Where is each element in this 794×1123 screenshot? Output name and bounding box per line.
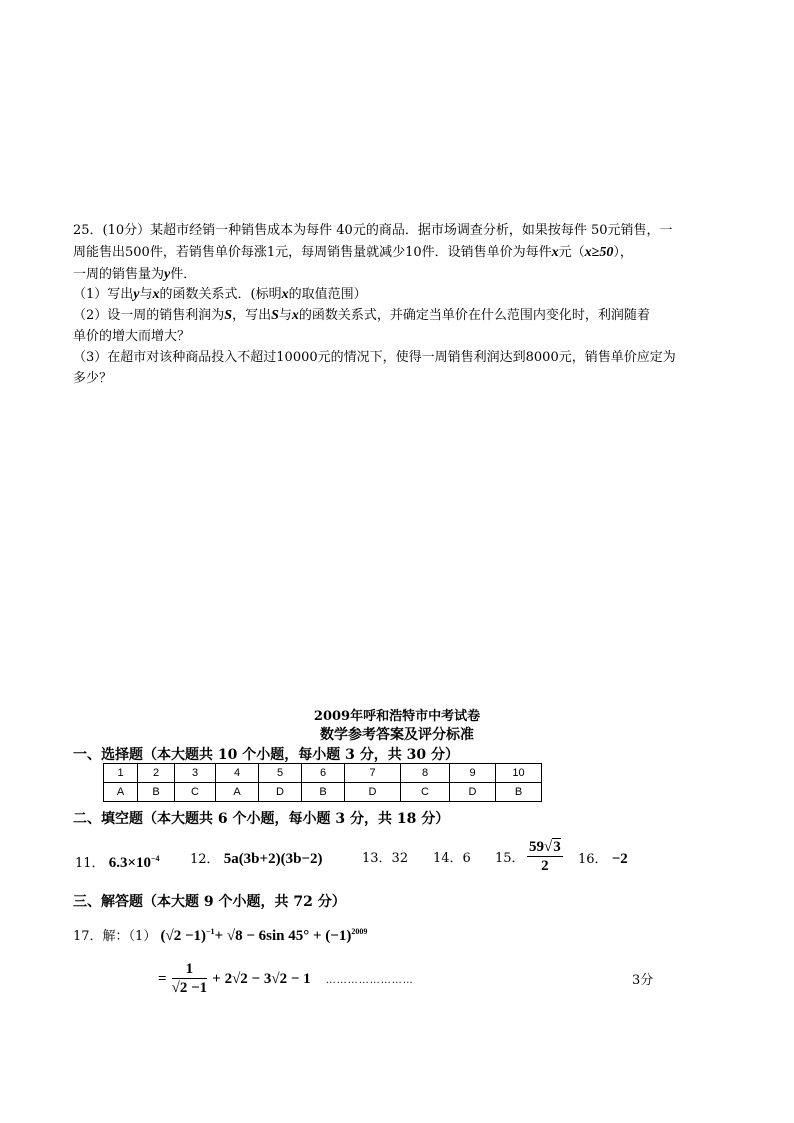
answer-11 (109, 855, 160, 871)
q25-part1 (73, 285, 367, 305)
table-cell: 6 (302, 764, 345, 783)
table-cell: B (496, 783, 542, 802)
radicand: 3 (553, 839, 561, 855)
q25-line2-text-c: ）， (613, 245, 633, 260)
part2-text-d: 的函数关系式，并确定当单价在什么范围内变化时，利润随着 (298, 308, 650, 323)
part2-text-b: ，写出 (232, 308, 272, 323)
table-cell: 9 (450, 764, 496, 783)
q17-exponent-1: −1 (206, 927, 215, 936)
answers-title: 2009年呼和浩特市中考试卷 (313, 709, 481, 724)
part1-text-b: 与 (139, 287, 153, 302)
fraction-numerator: 1 (172, 960, 208, 979)
answer-12: 5a(3b+2)(3b−2) (223, 851, 323, 867)
answer-16-wrap (578, 849, 628, 870)
choice-answer-table (103, 763, 542, 802)
q25-line3-text: 一周的销售量为 (73, 267, 165, 282)
answer-15-label: 15． (495, 851, 525, 866)
table-cell: C (401, 783, 450, 802)
answer-12-label: 12． (190, 852, 220, 867)
q17-line1 (73, 922, 367, 947)
var-s: S (271, 308, 279, 323)
q25-part2 (73, 306, 650, 326)
q25-line2 (73, 243, 633, 263)
var-y: y (164, 267, 171, 282)
answer-13: 13．32 (362, 851, 409, 866)
var-x: x (551, 245, 559, 260)
table-value-row (104, 783, 542, 802)
part2-text-c: 与 (278, 308, 292, 323)
answer-15 (527, 838, 563, 875)
answer-11-exponent: −4 (151, 854, 160, 863)
q25-line3-text-b: 件． (170, 267, 197, 282)
answer-14: 14．6 (433, 851, 471, 866)
table-cell: 10 (496, 764, 542, 783)
answer-16-label: 16． (578, 852, 608, 867)
q17-step1 (158, 960, 414, 997)
q17-fraction (172, 960, 208, 997)
section-solve: 三、解答题（本大题 9 个小题，共 72 分） (73, 894, 346, 910)
fraction-denominator: √2 −1 (171, 980, 208, 996)
table-cell: B (302, 783, 345, 802)
fraction-denominator: 2 (541, 858, 549, 874)
condition: x≥50 (584, 245, 614, 260)
var-y: y (133, 287, 140, 302)
table-cell: 4 (216, 764, 259, 783)
q25-line3 (73, 265, 196, 285)
table-cell: 5 (259, 764, 302, 783)
section-choice: 一、选择题（本大题共 10 个小题，每小题 3 分，共 30 分） (73, 747, 459, 763)
answers-subtitle: 数学参考答案及评分标准 (320, 727, 474, 743)
leader-dots: …………………… (325, 975, 414, 986)
q25-line2-text: 周能售出500件，若销售单价每涨1元，每周销售量就减少10件．设销售单价为每件 (73, 245, 552, 260)
fraction-numerator: 59√3 (529, 839, 561, 855)
table-cell: 2 (138, 764, 175, 783)
part1-text-d: 的取值范围） (288, 287, 367, 302)
q25-part3: （3）在超市对该种商品投入不超过10000元的情况下，使得一周销售利润达到8000元，销售单价应定为 (73, 350, 676, 365)
q17-expr-part-a: (√2 −1) (160, 928, 206, 944)
q17-expression (160, 928, 367, 944)
q25-line1: 25．(10分）某超市经销一种销售成本为每件 40元的商品．据市场调查分析，如果按每件 50元销售，一 (73, 223, 673, 238)
numerator-coefficient: 59 (529, 839, 544, 855)
var-x: x (291, 308, 299, 323)
table-cell: C (175, 783, 216, 802)
table-cell: A (104, 783, 138, 802)
table-cell: D (345, 783, 401, 802)
q17-rest: + 2√2 − 3√2 − 1 (212, 971, 311, 987)
var-x: x (281, 287, 289, 302)
table-cell: B (138, 783, 175, 802)
q25-part3-cont: 多少？ (73, 371, 113, 386)
answer-16: −2 (611, 851, 628, 867)
q17-label: 17．解：（1） (73, 929, 157, 944)
q17-expr-part-b: + √8 − 6sin 45° + (−1) (214, 928, 352, 944)
table-cell: D (450, 783, 496, 802)
section-fill: 二、填空题（本大题共 6 个小题，每小题 3 分，共 18 分） (73, 811, 450, 827)
table-cell: D (259, 783, 302, 802)
fill-answers (75, 849, 160, 874)
table-cell: 3 (175, 764, 216, 783)
q25-part2-cont: 单价的增大而增大？ (73, 329, 191, 344)
table-cell: A (216, 783, 259, 802)
equals-sign: = (158, 971, 167, 987)
part1-text-a: （1）写出 (73, 287, 134, 302)
q25-line2-text-b: 元（ (558, 245, 585, 260)
q17-exponent-2: 2009 (351, 927, 368, 936)
table-cell: 1 (104, 764, 138, 783)
answer-12-wrap (190, 849, 322, 870)
table-cell: 7 (345, 764, 401, 783)
fraction (527, 838, 563, 875)
answer-11-base: 6.3×10 (108, 855, 151, 871)
answer-11-label: 11． (75, 856, 105, 871)
var-s: S (224, 308, 233, 323)
part2-text-a: （2）设一周的销售利润为 (73, 308, 225, 323)
table-cell: 8 (401, 764, 450, 783)
part1-text-c: 的函数关系式．(标明 (159, 287, 282, 302)
q17-score: 3分 (632, 973, 654, 988)
table-head-row (104, 764, 542, 783)
var-x: x (152, 287, 160, 302)
